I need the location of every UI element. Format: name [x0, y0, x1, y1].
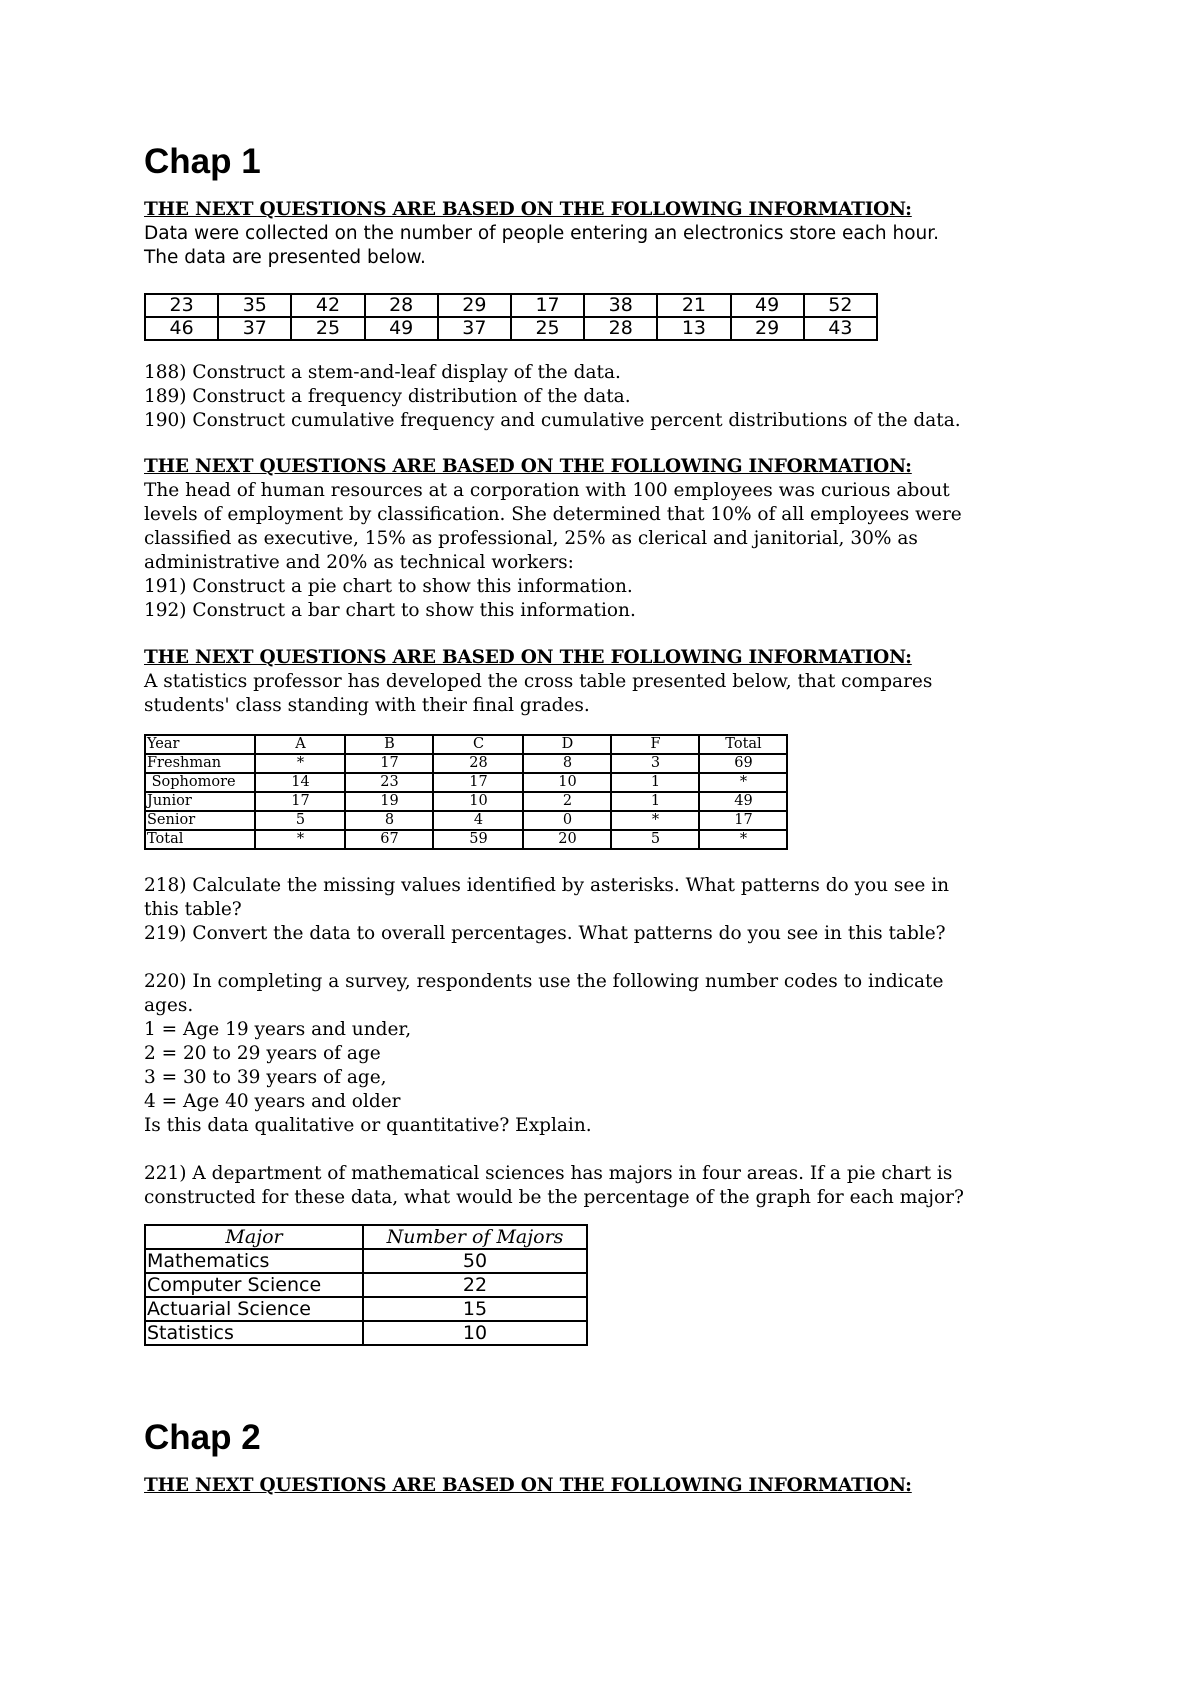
- question-list: [144, 361, 1064, 433]
- question-189: 189) Construct a frequency distribution of the data.: [144, 386, 631, 407]
- table-cell: 10: [523, 773, 611, 792]
- row-label: Computer Science: [145, 1273, 363, 1297]
- table-cell: 8: [523, 754, 611, 773]
- paragraph-line: classified as executive, 15% as professional, 25% as clerical and janitorial, 30% as: [144, 528, 918, 549]
- table-cell: 1: [611, 792, 699, 811]
- column-header: Year: [145, 735, 255, 754]
- question-188: 188) Construct a stem-and-leaf display of the data.: [144, 362, 621, 383]
- table-cell: 69: [699, 754, 787, 773]
- table-header-row: [145, 1225, 587, 1249]
- table-cell: 5: [611, 830, 699, 849]
- question-192: 192) Construct a bar chart to show this information.: [144, 600, 636, 621]
- table-cell: 59: [433, 830, 523, 849]
- table-cell: 25: [291, 317, 364, 340]
- table-row: [145, 792, 787, 811]
- table-cell: *: [699, 773, 787, 792]
- table-row: [145, 317, 877, 340]
- table-cell: 49: [731, 294, 804, 317]
- store-traffic-table: [144, 293, 878, 341]
- section-intro: [144, 670, 1064, 718]
- table-cell: 23: [345, 773, 433, 792]
- table-cell: 10: [363, 1321, 587, 1345]
- row-label: Sophomore: [145, 773, 255, 792]
- question-219: 219) Convert the data to overall percentages. What patterns do you see in this table?: [144, 923, 946, 944]
- row-label: Junior: [145, 792, 255, 811]
- table-cell: 28: [433, 754, 523, 773]
- column-header: Major: [145, 1225, 363, 1249]
- row-label: Total: [145, 830, 255, 849]
- table-cell: *: [255, 830, 345, 849]
- table-cell: 3: [611, 754, 699, 773]
- paragraph-line: Data were collected on the number of people entering an electronics store each hour.: [144, 223, 940, 244]
- table-cell: 38: [584, 294, 657, 317]
- table-cell: 22: [363, 1273, 587, 1297]
- column-header: C: [433, 735, 523, 754]
- table-cell: 14: [255, 773, 345, 792]
- table-cell: 17: [511, 294, 584, 317]
- section-heading: THE NEXT QUESTIONS ARE BASED ON THE FOLLOWING INFORMATION:: [144, 456, 912, 477]
- table-cell: 50: [363, 1249, 587, 1273]
- question-218-cont: this table?: [144, 899, 242, 920]
- table-cell: 10: [433, 792, 523, 811]
- table-row: [145, 294, 877, 317]
- paragraph-line: ages.: [144, 995, 194, 1016]
- paragraph-line: The head of human resources at a corporation with 100 employees was curious about: [144, 480, 950, 501]
- column-header: F: [611, 735, 699, 754]
- table-cell: 25: [511, 317, 584, 340]
- row-label: Statistics: [145, 1321, 363, 1345]
- table-row: [145, 830, 787, 849]
- section-intro: [144, 479, 1064, 623]
- table-cell: 28: [365, 294, 438, 317]
- table-cell: 21: [657, 294, 730, 317]
- table-cell: *: [699, 830, 787, 849]
- paragraph-line: students' class standing with their final grades.: [144, 695, 590, 716]
- section-heading: THE NEXT QUESTIONS ARE BASED ON THE FOLLOWING INFORMATION:: [144, 647, 912, 668]
- question-221: [144, 1162, 1064, 1210]
- question-190: 190) Construct cumulative frequency and cumulative percent distributions of the data.: [144, 410, 961, 431]
- table-row: [145, 1321, 587, 1345]
- table-cell: 29: [731, 317, 804, 340]
- paragraph-line: A statistics professor has developed the cross table presented below, that compares: [144, 671, 933, 692]
- paragraph-line: administrative and 20% as technical workers:: [144, 552, 574, 573]
- table-cell: 29: [438, 294, 511, 317]
- column-header: B: [345, 735, 433, 754]
- question-218: 218) Calculate the missing values identified by asterisks. What patterns do you see in: [144, 875, 950, 896]
- column-header: Total: [699, 735, 787, 754]
- table-cell: 46: [145, 317, 218, 340]
- section-heading: THE NEXT QUESTIONS ARE BASED ON THE FOLLOWING INFORMATION:: [144, 199, 912, 220]
- table-cell: 8: [345, 811, 433, 830]
- section-intro: [144, 222, 1064, 270]
- table-row: [145, 1297, 587, 1321]
- paragraph-line: Is this data qualitative or quantitative? Explain.: [144, 1115, 592, 1136]
- table-cell: 0: [523, 811, 611, 830]
- table-cell: *: [611, 811, 699, 830]
- table-cell: 5: [255, 811, 345, 830]
- majors-table: [144, 1224, 588, 1346]
- table-cell: 17: [433, 773, 523, 792]
- table-cell: 49: [365, 317, 438, 340]
- table-cell: *: [255, 754, 345, 773]
- table-cell: 43: [804, 317, 877, 340]
- code-line: 3 = 30 to 39 years of age,: [144, 1067, 387, 1088]
- table-cell: 52: [804, 294, 877, 317]
- table-cell: 20: [523, 830, 611, 849]
- question-191: 191) Construct a pie chart to show this information.: [144, 576, 633, 597]
- table-cell: 15: [363, 1297, 587, 1321]
- column-header: Number of Majors: [363, 1225, 587, 1249]
- column-header: D: [523, 735, 611, 754]
- paragraph-line: 221) A department of mathematical sciences has majors in four areas. If a pie chart is: [144, 1163, 953, 1184]
- table-row: [145, 811, 787, 830]
- chapter-title: Chap 2: [144, 1418, 261, 1457]
- table-cell: 28: [584, 317, 657, 340]
- row-label: Mathematics: [145, 1249, 363, 1273]
- table-header-row: [145, 735, 787, 754]
- table-cell: 2: [523, 792, 611, 811]
- row-label: Actuarial Science: [145, 1297, 363, 1321]
- table-cell: 17: [255, 792, 345, 811]
- table-cell: 4: [433, 811, 523, 830]
- paragraph-line: constructed for these data, what would be the percentage of the graph for each major?: [144, 1187, 964, 1208]
- table-row: [145, 773, 787, 792]
- table-cell: 17: [699, 811, 787, 830]
- table-cell: 67: [345, 830, 433, 849]
- table-row: [145, 754, 787, 773]
- paragraph-line: levels of employment by classification. She determined that 10% of all employees were: [144, 504, 962, 525]
- code-line: 1 = Age 19 years and under,: [144, 1019, 412, 1040]
- table-cell: 23: [145, 294, 218, 317]
- section-heading: THE NEXT QUESTIONS ARE BASED ON THE FOLLOWING INFORMATION:: [144, 1475, 912, 1496]
- page-content: [144, 140, 1064, 1498]
- paragraph-line: 220) In completing a survey, respondents use the following number codes to indicate: [144, 971, 944, 992]
- table-cell: 37: [218, 317, 291, 340]
- row-label: Senior: [145, 811, 255, 830]
- table-row: [145, 1249, 587, 1273]
- question-220: [144, 970, 1064, 1138]
- table-cell: 37: [438, 317, 511, 340]
- table-cell: 1: [611, 773, 699, 792]
- table-cell: 13: [657, 317, 730, 340]
- table-cell: 19: [345, 792, 433, 811]
- table-row: [145, 1273, 587, 1297]
- table-cell: 42: [291, 294, 364, 317]
- table-cell: 49: [699, 792, 787, 811]
- grades-cross-table: [144, 734, 788, 850]
- code-line: 2 = 20 to 29 years of age: [144, 1043, 381, 1064]
- code-line: 4 = Age 40 years and older: [144, 1091, 401, 1112]
- column-header: A: [255, 735, 345, 754]
- table-cell: 17: [345, 754, 433, 773]
- chapter-title: Chap 1: [144, 142, 261, 181]
- question-list: [144, 874, 1064, 946]
- paragraph-line: The data are presented below.: [144, 247, 426, 268]
- row-label: Freshman: [145, 754, 255, 773]
- table-cell: 35: [218, 294, 291, 317]
